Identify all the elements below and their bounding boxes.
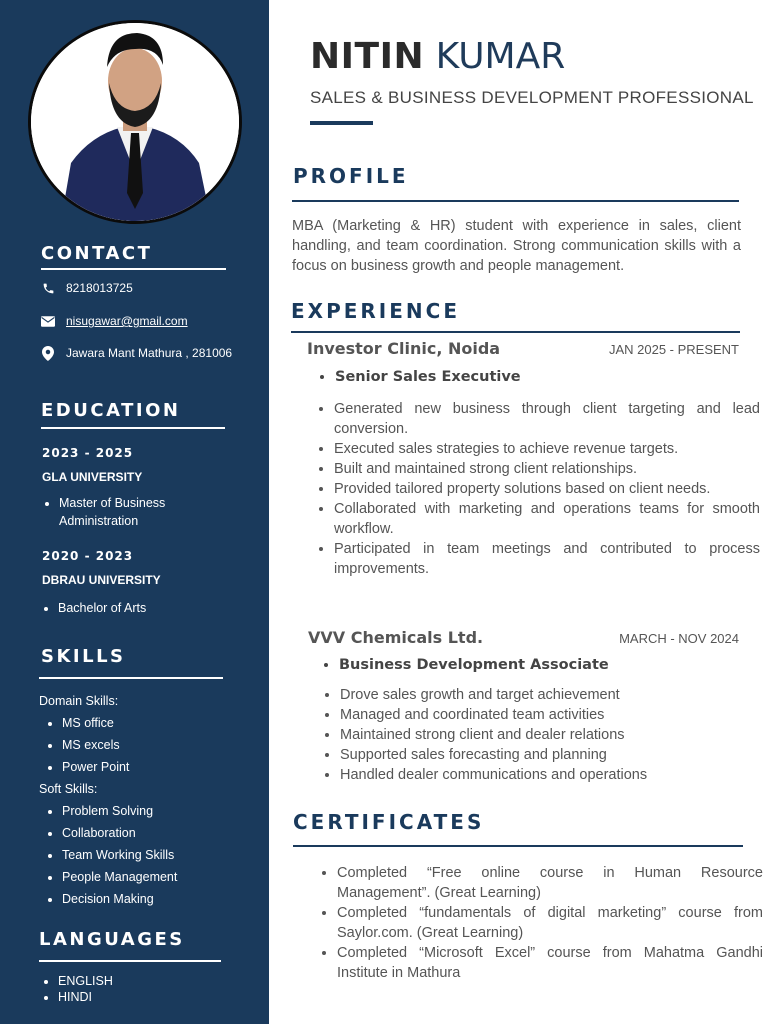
certificate-item: • Completed “Free online course in Human Resource Management”. (Great Learning) [337,863,763,903]
email-link[interactable]: nisugawar@gmail.com [66,314,188,328]
sidebar [0,0,269,1024]
phone-icon [40,281,56,295]
address-text: Jawara Mant Mathura , 281006 [66,346,233,360]
education-school: DBRAU UNIVERSITY [42,573,161,587]
job-company: VVV Chemicals Ltd. [308,628,484,647]
last-name: KUMAR [435,36,566,77]
job-duty: • Supported sales forecasting and planning [340,745,760,765]
job-duty: • Drove sales growth and target achievement [340,685,760,705]
contact-phone [40,281,133,295]
job-duty: • Collaborated with marketing and operations teams for smooth workflow. [334,499,760,539]
job-company: Investor Clinic, Noida [307,339,501,358]
job-duty: • Provided tailored property solutions based on client needs. [334,479,760,499]
job-role: • Business Development Associate [339,657,609,673]
job-duty: • Built and maintained strong client relationships. [334,459,760,479]
experience-divider [291,331,740,333]
job-duty: • Maintained strong client and dealer relations [340,725,760,745]
skill-item: • MS excels [62,734,129,756]
contact-address [40,346,232,360]
job-duty: • Managed and coordinated team activities [340,705,760,725]
certificates-list [310,863,763,983]
domain-skills-list [44,712,129,778]
education-years: 2020 - 2023 [42,549,134,563]
education-years: 2023 - 2025 [42,446,134,460]
first-name: NITIN [310,36,425,77]
domain-skills-label: Domain Skills: [39,694,119,708]
skill-item: • Power Point [62,756,129,778]
skill-item: • Team Working Skills [62,844,177,866]
job-dates: JAN 2025 - PRESENT [608,342,739,357]
certificate-item: • Completed “fundamentals of digital marketing” course from Saylor.com. (Great Learning) [337,903,763,943]
certificate-item: • Completed “Microsoft Excel” course from Mahatma Gandhi Institute in Mathura [337,943,763,983]
profile-photo-illustration [31,23,239,221]
skills-heading: SKILLS [41,646,126,667]
job-duties-list [313,685,760,785]
languages-divider [39,960,221,962]
skills-divider [39,677,223,679]
soft-skills-label: Soft Skills: [39,782,98,796]
education-degree: • Bachelor of Arts [58,597,228,619]
profile-photo [28,20,242,224]
education-degree: • Master of Business Administration [59,494,229,530]
job-dates: MARCH - NOV 2024 [619,631,739,646]
certificates-divider [293,845,743,847]
contact-email [40,314,188,328]
certificates-heading: CERTIFICATES [293,810,485,834]
job-duties-list [307,399,760,579]
skill-item: • People Management [62,866,177,888]
job-duty: • Handled dealer communications and operations [340,765,760,785]
profile-divider [292,200,739,202]
contact-divider [41,268,226,270]
mail-icon [40,314,56,328]
job-role-list [311,657,609,673]
job-duty: • Executed sales strategies to achieve revenue targets. [334,439,760,459]
contact-heading: CONTACT [41,243,153,264]
skill-item: • Collaboration [62,822,177,844]
languages-list [40,973,113,1005]
education-degree-list [41,494,229,530]
languages-heading: LANGUAGES [39,929,185,950]
skill-item: • MS office [62,712,129,734]
language-item: • ENGLISH [58,973,113,989]
education-degree-list [40,597,228,619]
soft-skills-list [44,800,177,910]
job-duty: • Participated in team meetings and contributed to process improvements. [334,539,760,579]
education-divider [41,427,225,429]
experience-heading: EXPERIENCE [291,299,460,323]
profile-summary: MBA (Marketing & HR) student with experience in sales, client handling, and team coordination. Strong communication skills with a focus on business growth and people management. [292,218,741,274]
title-accent-bar [310,121,373,125]
job-role-list [307,369,521,385]
phone-text: 8218013725 [66,281,133,295]
education-school: GLA UNIVERSITY [42,470,143,484]
candidate-name [310,36,565,77]
skill-item: • Problem Solving [62,800,177,822]
language-item: • HINDI [58,989,113,1005]
job-title: SALES & BUSINESS DEVELOPMENT PROFESSIONAL [310,88,754,107]
education-heading: EDUCATION [41,400,181,421]
skill-item: • Decision Making [62,888,177,910]
job-duty: • Generated new business through client targeting and lead conversion. [334,399,760,439]
profile-heading: PROFILE [293,164,409,188]
job-role: • Senior Sales Executive [335,369,521,385]
location-pin-icon [40,346,56,360]
